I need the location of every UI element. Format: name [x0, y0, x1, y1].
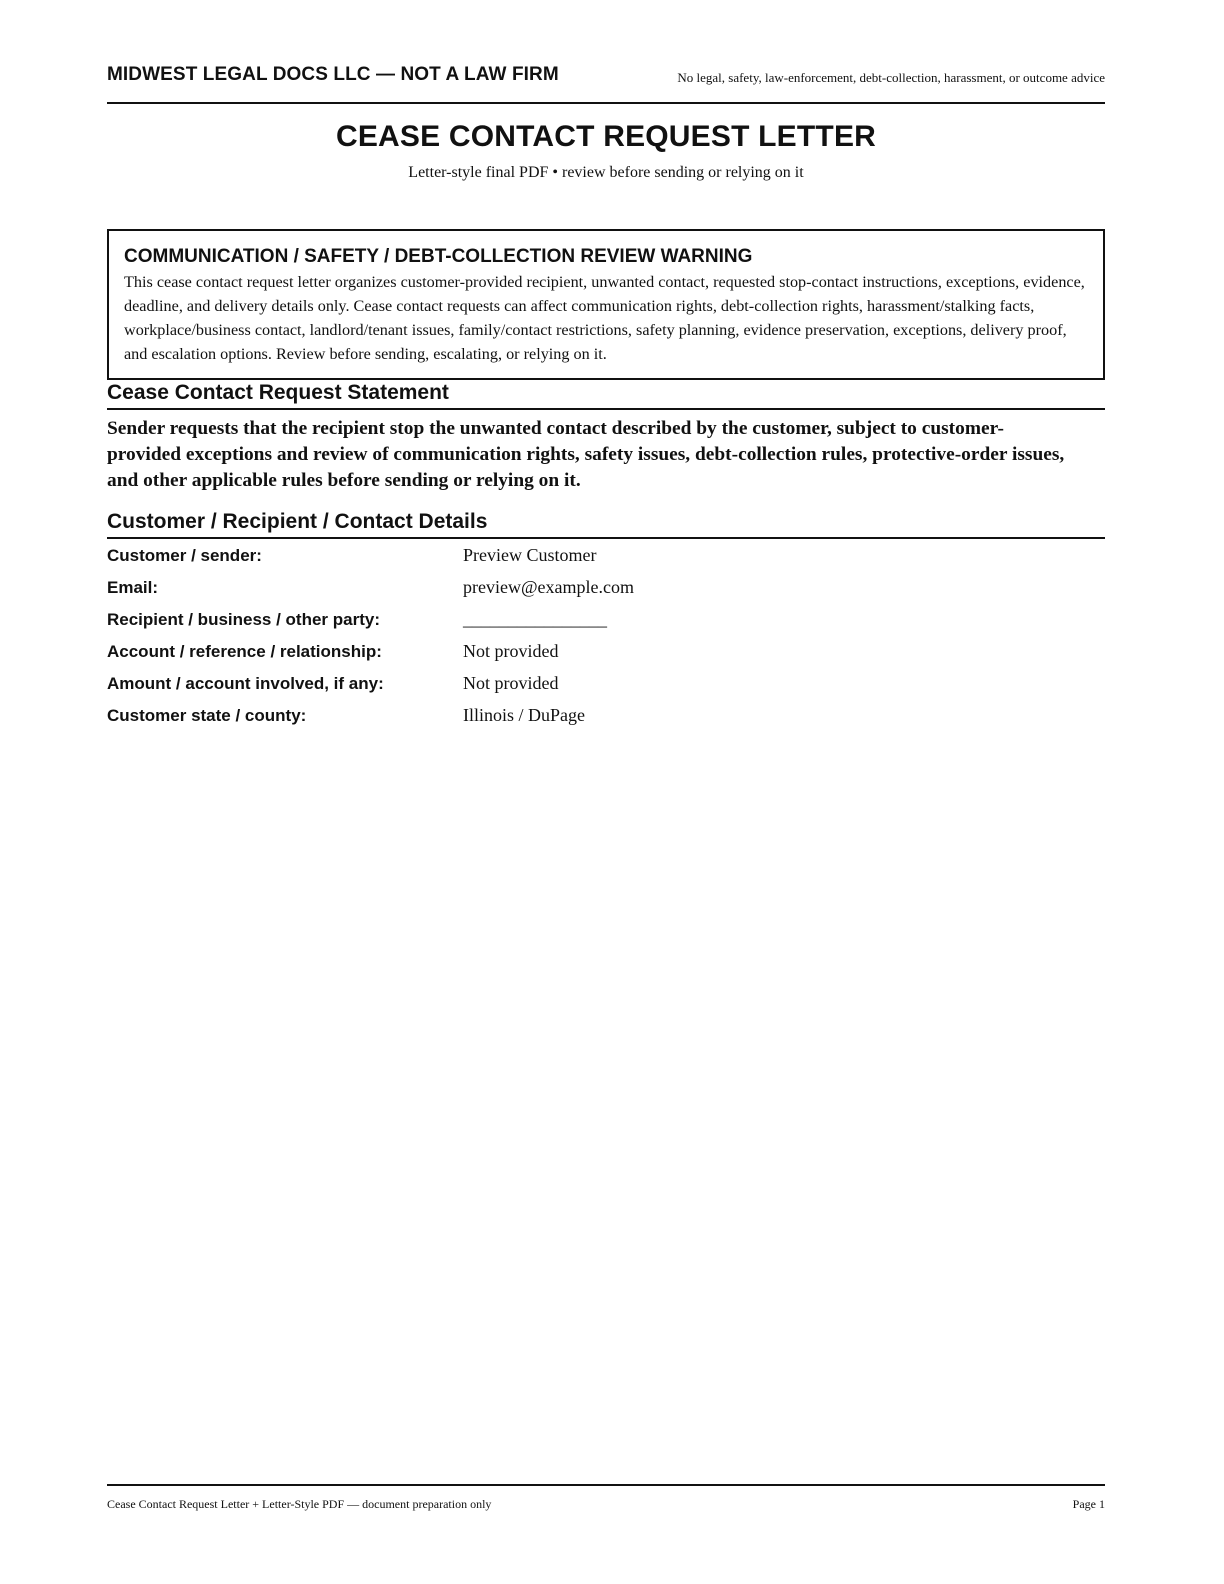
- detail-value: Not provided: [463, 641, 559, 661]
- details-list: [107, 545, 1105, 737]
- detail-row-state-county: [107, 705, 1105, 737]
- statement-text: Sender requests that the recipient stop the unwanted contact described by the customer, subject to customer-provided exceptions and review of communication rights, safety issues, debt-collection rules, protective-order issues, and other applicable rules before sending or relying on it.: [107, 418, 1065, 491]
- detail-row-account: [107, 641, 1105, 673]
- detail-value: Illinois / DuPage: [463, 705, 585, 725]
- details-heading: Customer / Recipient / Contact Details: [107, 509, 1105, 539]
- detail-value: preview@example.com: [463, 577, 635, 597]
- warning-title: COMMUNICATION / SAFETY / DEBT-COLLECTION REVIEW WARNING: [124, 246, 753, 267]
- detail-label: Recipient / business / other party:: [107, 610, 381, 629]
- statement-heading: Cease Contact Request Statement: [107, 380, 1105, 410]
- document-title: CEASE CONTACT REQUEST LETTER: [335, 120, 877, 153]
- document-page: [107, 0, 1105, 1584]
- firm-name: MIDWEST LEGAL DOCS LLC — NOT A LAW FIRM: [107, 64, 559, 85]
- detail-label: Email:: [107, 578, 159, 597]
- page-footer: [107, 1484, 1105, 1511]
- detail-value-blank: ________________: [463, 609, 607, 629]
- page-number: Page 1: [1072, 1497, 1105, 1511]
- page-header: [107, 62, 1105, 104]
- footer-document-label: Cease Contact Request Letter + Letter-Style PDF — document preparation only: [107, 1497, 492, 1511]
- detail-value: Preview Customer: [463, 545, 597, 565]
- detail-row-recipient: [107, 609, 1105, 641]
- detail-value: Not provided: [463, 673, 559, 693]
- warning-body: This cease contact request letter organizes customer-provided recipient, unwanted contact, requested stop-contact instructions, exceptions, evidence, deadline, and delivery details only. Cease contact requests can affect communication rights, debt-collection rights, harassment/stalking facts, workplace/business contact, landlord/tenant issues, family/contact restrictions, safety planning, evidence preservation, exceptions, delivery proof, and escalation options. Review before sending, escalating, or relying on it.: [124, 273, 1085, 363]
- document-subtitle: Letter-style final PDF • review before sending or relying on it: [408, 164, 804, 181]
- detail-row-amount: [107, 673, 1105, 705]
- detail-label: Amount / account involved, if any:: [107, 674, 384, 693]
- header-disclaimer: No legal, safety, law-enforcement, debt-collection, harassment, or outcome advice: [677, 70, 1105, 85]
- detail-label: Customer state / county:: [107, 706, 307, 725]
- review-warning-box: [107, 229, 1105, 380]
- detail-label: Account / reference / relationship:: [107, 642, 382, 661]
- detail-label: Customer / sender:: [107, 546, 262, 565]
- detail-row-customer: [107, 545, 1105, 577]
- detail-row-email: [107, 577, 1105, 609]
